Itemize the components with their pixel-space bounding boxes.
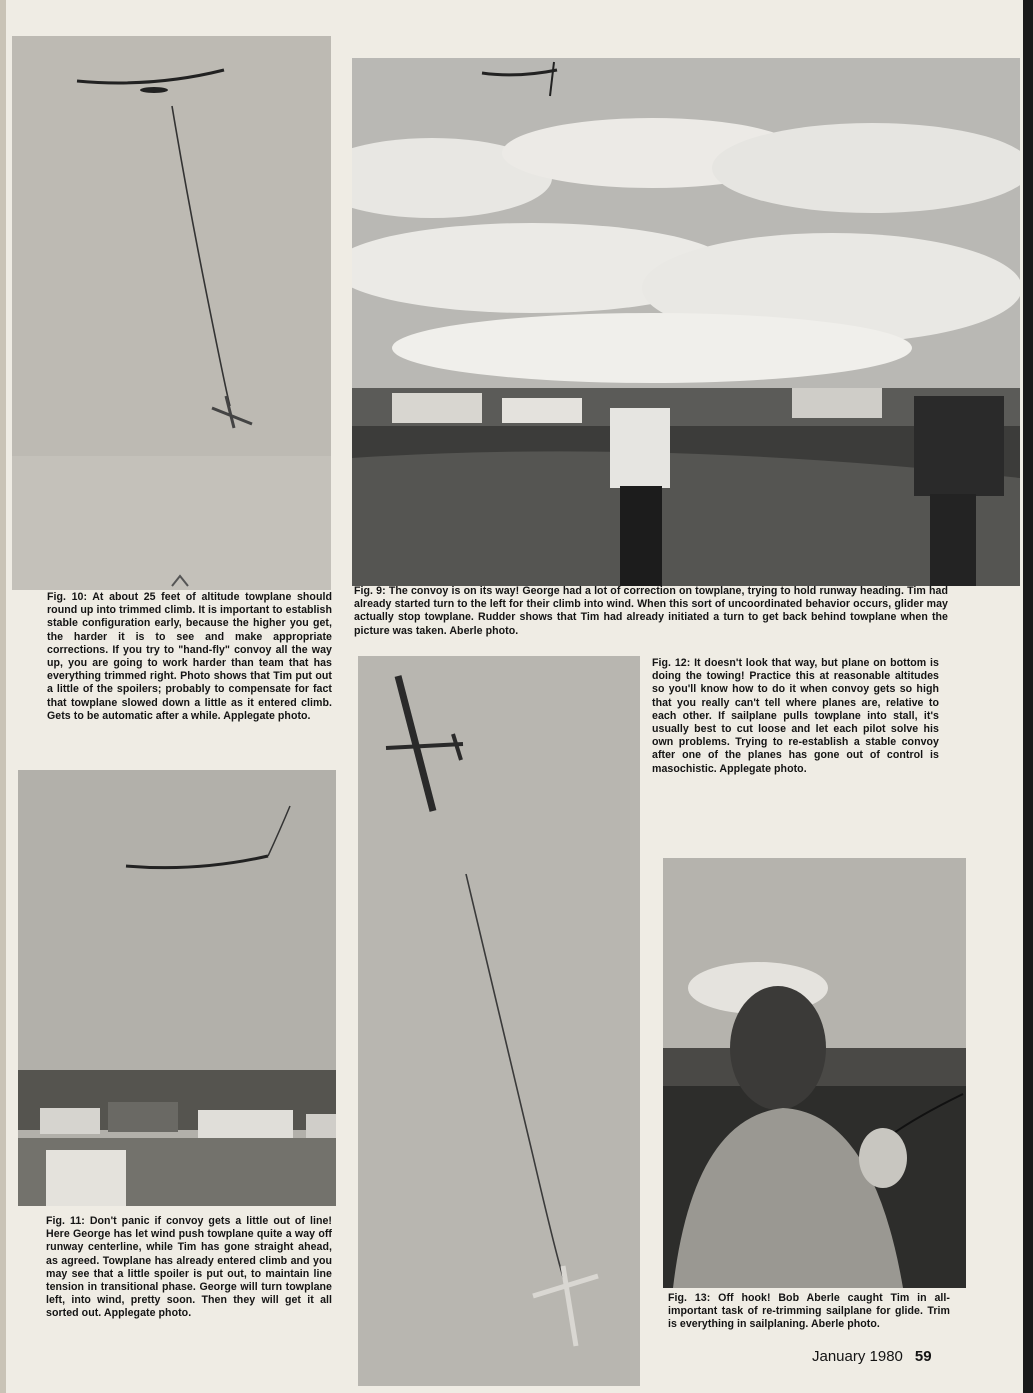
- photo-fig10: [12, 36, 331, 590]
- page-footer: [812, 1348, 932, 1365]
- issue-date: January 1980: [812, 1348, 903, 1365]
- photo-fig12: [358, 656, 640, 1386]
- caption-fig10: Fig. 10: At about 25 feet of altitude towplane should round up into trimmed climb. It is important to establish stable configuration early, because the higher you get, the harder it is to see and make appropriate corrections. If you try to "hand-fly" convoy all the way up, you are going to work harder than team that has everything trimmed right. Photo shows that Tim put out a little of the spoilers; probably to compensate for fact that towplane slowed down a little as it entered climb. Gets to be automatic after a while. Applegate photo.: [47, 591, 332, 722]
- caption-fig12: Fig. 12: It doesn't look that way, but plane on bottom is doing the towing! Practice this at reasonable altitudes so you'll know how to do it when convoy gets so high that you really can't tell where planes are, relative to each other. If sailplane pulls towplane into stall, it's usually best to cut loose and let each pilot solve his own problems. Trying to re-establish a stable convoy after one of the planes has gone out of control is masochistic. Applegate photo.: [652, 657, 939, 775]
- photo-fig11: [18, 770, 336, 1206]
- caption-fig13: Fig. 13: Off hook! Bob Aberle caught Tim in all-important task of re-trimming sailplane for glide. Trim is everything in sailplaning. Aberle photo.: [668, 1292, 950, 1331]
- photo-fig13: [663, 858, 966, 1288]
- caption-fig11: Fig. 11: Don't panic if convoy gets a little out of line! Here George has let wind push towplane quite a way off runway centerline, while Tim has gone straight ahead, as agreed. Towplane has already entered climb and you may see that a little spoiler is put out, to maintain line tension in transitional phase. George will turn towplane left, into wind, pretty soon. Then they will get it all sorted out. Applegate photo.: [46, 1215, 332, 1320]
- caption-fig9: Fig. 9: The convoy is on its way! George had a lot of correction on towplane, trying to hold runway heading. Tim had already started turn to the left for their climb into wind. When this sort of uncoordinated behavior occurs, glider may actually stop towplane. Rudder shows that Tim had already initiated a turn to get back behind towplane when the picture was taken. Aberle photo.: [354, 585, 948, 637]
- photo-fig9: [352, 58, 1020, 586]
- page-number: 59: [914, 1348, 932, 1365]
